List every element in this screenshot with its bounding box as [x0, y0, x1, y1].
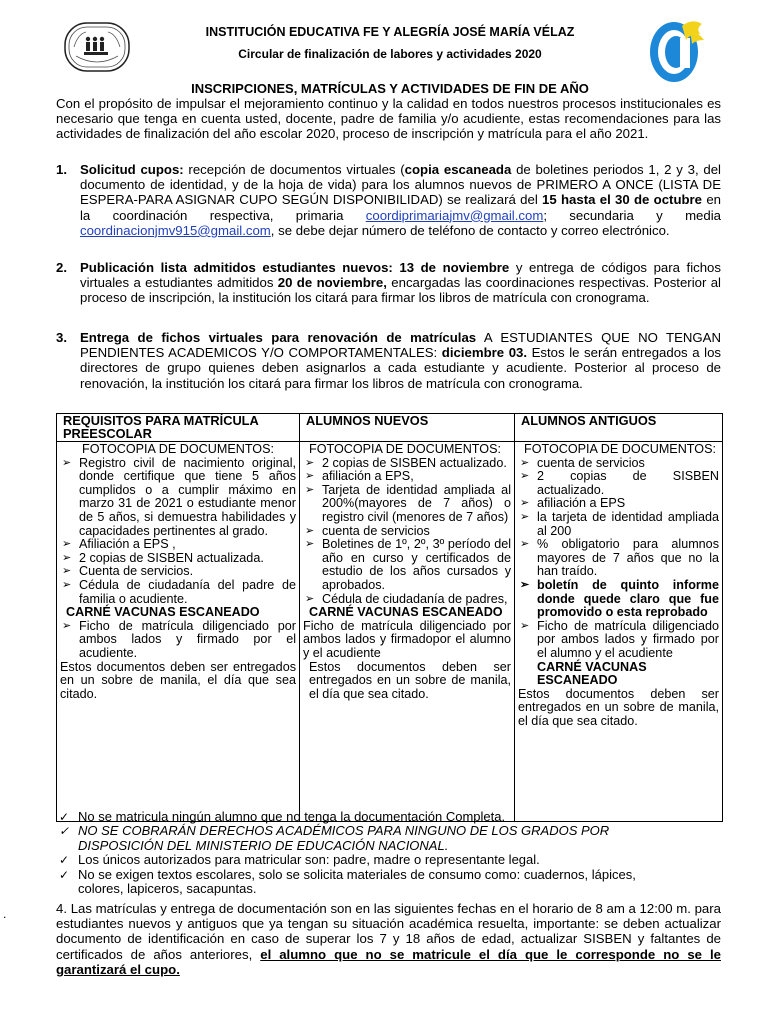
item-text: de boletines periodos 1, 2 y 3, del documento de identidad, y de la hoja de vida) para los alumnos nuevos de PRIMERO A ONCE (LISTA DE ESPERA-PARA ASIGNAR CUPO SEGÚN DISPONIBILIDAD) se realizará del — [80, 162, 721, 208]
carne-vacunas-label: CARNÉ VACUNAS ESCANEADO — [537, 659, 647, 688]
list-item: ➢ Cédula de ciudadanía del padre de familia o acudiente. — [60, 579, 296, 606]
delivery-note: Estos documentos deben ser entregados en un sobre de manila, el día que sea citado. — [309, 659, 511, 701]
list-item: ➢ Cédula de ciudadanía de padres, — [303, 593, 511, 607]
cell-nuevos — [300, 442, 515, 822]
requirements-list — [60, 620, 296, 661]
closing-warning: el alumno que no se matricule el día que le corresponde no se le garantizará el cupo. — [56, 946, 721, 977]
cell-subtitle: FOTOCOPIA DE DOCUMENTOS: — [524, 442, 716, 456]
list-item: ➢ 2 copias de SISBEN actualizado. — [518, 470, 719, 497]
item-text: Estos le serán entregados a los directores de grupo quienes deben asignarlos a cada estudiante y acudiente. Posterior al proceso de renovación, la institución los citará para firmar los libros de matrícula con cronograma. — [80, 345, 721, 391]
item-title: Solicitud cupos: — [80, 162, 184, 177]
check-item — [56, 868, 676, 897]
item-number: 2. — [56, 260, 67, 275]
cell-subtitle: FOTOCOPIA DE DOCUMENTOS: — [309, 442, 501, 456]
list-item: ➢ Registro civil de nacimiento original, donde certifique que tiene 5 años cumplidos o a cumplir máximo en marzo 31 de 2021 o estudiante menor de 5 años, si demuestra habilidades y capacidades pertinentes al grado. — [60, 457, 296, 539]
intro-paragraph: Con el propósito de impulsar el mejoramiento continuo y la calidad en todos nuestros procesos institucionales es necesario que tenga en cuenta usted, docente, padre de familia y/o acudiente, estas recomendaciones para las actividades de finalización del año escolar 2020, proceso de inscripción y matrícula para el año 2021. — [56, 96, 721, 142]
check-item — [56, 853, 676, 867]
item-number: 1. — [56, 162, 67, 177]
list-item-ficho: ➢ Ficho de matrícula diligenciado por ambos lados y firmado por el alumno y el acudiente — [518, 620, 719, 661]
check-item — [56, 810, 676, 824]
check-item — [56, 824, 676, 853]
margin-dot: . — [3, 907, 7, 921]
list-item: ➢ 2 copias de SISBEN actualizada. — [60, 552, 296, 566]
requirements-list — [60, 457, 296, 607]
delivery-note: Estos documentos deben ser entregados en un sobre de manila, el día que sea citado. — [518, 686, 719, 728]
cell-subtitle: FOTOCOPIA DE DOCUMENTOS: — [82, 442, 274, 456]
requirements-list — [518, 457, 719, 661]
list-item: ➢ Cuenta de servicios. — [60, 565, 296, 579]
check-text: No se exigen textos escolares, solo se solicita materiales de consumo como: cuadernos, lápices, colores, lapiceros, sacapuntas. — [78, 866, 636, 897]
check-text: NO SE COBRARÁN DERECHOS ACADÉMICOS PARA NINGUNO DE LOS GRADOS POR DISPOSICIÓN DEL MINISTERIO DE EDUCACIÓN NACIONAL. — [78, 823, 610, 853]
carne-vacunas-label: CARNÉ VACUNAS ESCANEADO — [66, 605, 260, 620]
carne-vacunas-label: CARNÉ VACUNAS ESCANEADO — [309, 605, 503, 620]
cell-antiguos — [515, 442, 723, 822]
check-text: No se matricula ningún alumno que no tenga la documentación Completa. — [78, 809, 506, 824]
delivery-note: Estos documentos deben ser entregados en un sobre de manila, el día que sea citado. — [60, 659, 296, 701]
list-item: ➢ la tarjeta de identidad ampliada al 200 — [518, 511, 719, 538]
header-antiguos: ALUMNOS ANTIGUOS — [515, 414, 723, 442]
closing-paragraph — [56, 901, 721, 977]
list-item: ➢ Afiliación a EPS , — [60, 538, 296, 552]
item-emphasis: copia escaneada — [404, 162, 512, 177]
ficho-text: Ficho de matrícula diligenciado por ambos lados y firmadopor el alumno y el acudiente — [303, 618, 511, 660]
header-nuevos: ALUMNOS NUEVOS — [300, 414, 515, 442]
cell-preescolar — [57, 442, 300, 822]
item-dates: 15 hasta el 30 de octubre — [542, 192, 703, 208]
list-item: ➢ % obligatorio para alumnos mayores de 7 años que no la han traído. — [518, 538, 719, 579]
item-text: encargadas las coordinaciones respectivas. Posterior al proceso de inscripción, la institución los citará para firmar los libros de matrícula con cronograma. — [80, 275, 721, 306]
item-title: Entrega de fichos virtuales para renovación de matrículas — [80, 330, 477, 345]
list-item: ➢ 2 copias de SISBEN actualizado. — [303, 457, 511, 471]
item-renovacion-matriculas — [56, 330, 721, 391]
item-text: A ESTUDIANTES QUE NO TENGAN PENDIENTES ACADEMICOS Y/O COMPORTAMENTALES: — [80, 330, 721, 361]
list-item: ➢ cuenta de servicios — [518, 457, 719, 471]
checkmark-icon: ✓ — [59, 853, 70, 868]
requirements-table — [56, 413, 723, 822]
closing-text: 4. Las matrículas y entrega de documentación son en las siguientes fechas en el horario de 8 am a 12:00 m. para estudiantes nuevos y antiguos que ya tengan su situación académica resuelta, importante: se deben actualizar documento de identificación en caso de superar los 7 y 18 años de edad, actualizar SISBEN y faltantes de certificados de años anteriores, — [56, 901, 721, 962]
list-item-boletin: ➢ boletín de quinto informe donde quede claro que fue promovido o esta reprobado — [518, 579, 719, 620]
list-item: ➢ Tarjeta de identidad ampliada al 200%(mayores de 7 años) o registro civil (menores de 7 años) — [303, 484, 511, 525]
fe-y-alegria-logo — [646, 14, 708, 86]
checkmark-icon: ✓ — [59, 810, 70, 824]
item-title: Publicación lista admitidos estudiantes nuevos: 13 de noviembre — [80, 260, 510, 275]
item-solicitud-cupos — [56, 162, 721, 238]
item-text: recepción de documentos virtuales ( — [183, 162, 405, 177]
checkmark-icon: ✓ — [59, 867, 70, 882]
list-item: ➢ Boletines de 1º, 2º, 3º período del año en curso y certificados de estudio de los años cursados y aprobados. — [303, 538, 511, 592]
list-item: ➢ cuenta de servicios — [303, 525, 511, 539]
item-text: en la coordinación respectiva, primaria — [80, 192, 721, 223]
item-dates: 20 de noviembre, — [277, 275, 387, 291]
item-publicacion-admitidos — [56, 260, 721, 306]
item-dates: diciembre 03. — [441, 345, 528, 361]
list-item: ➢ afiliación a EPS — [518, 497, 719, 511]
item-text: , se debe dejar número de teléfono de contacto y correo electrónico. — [270, 222, 670, 238]
list-item: ➢ Ficho de matrícula diligenciado por ambos lados y firmado por el acudiente. — [60, 620, 296, 661]
school-crest-logo — [64, 22, 130, 72]
item-number: 3. — [56, 330, 67, 345]
email-secundaria-link[interactable]: coordinacionjmv915@gmail.com — [80, 222, 271, 238]
item-text: ; secundaria y media — [543, 207, 721, 223]
institution-name: INSTITUCIÓN EDUCATIVA FE Y ALEGRÍA JOSÉ MARÍA VÉLAZ — [205, 25, 575, 39]
requirements-list — [303, 457, 511, 607]
checkmark-icon: ✓ — [59, 824, 70, 839]
list-item: ➢ afiliación a EPS, — [303, 470, 511, 484]
notes-checklist — [56, 810, 676, 896]
section-heading: INSCRIPCIONES, MATRÍCULAS Y ACTIVIDADES DE FIN DE AÑO — [191, 81, 589, 96]
item-text: y entrega de códigos para fichos virtuales a estudiantes admitidos — [80, 260, 721, 291]
circular-title: Circular de finalización de labores y actividades 2020 — [238, 47, 542, 61]
email-primaria-link[interactable]: coordiprimariajmv@gmail.com — [365, 207, 544, 223]
check-text: Los únicos autorizados para matricular son: padre, madre o representante legal. — [78, 852, 540, 868]
header-preescolar: REQUISITOS PARA MATRÍCULA PREESCOLAR — [57, 414, 300, 442]
